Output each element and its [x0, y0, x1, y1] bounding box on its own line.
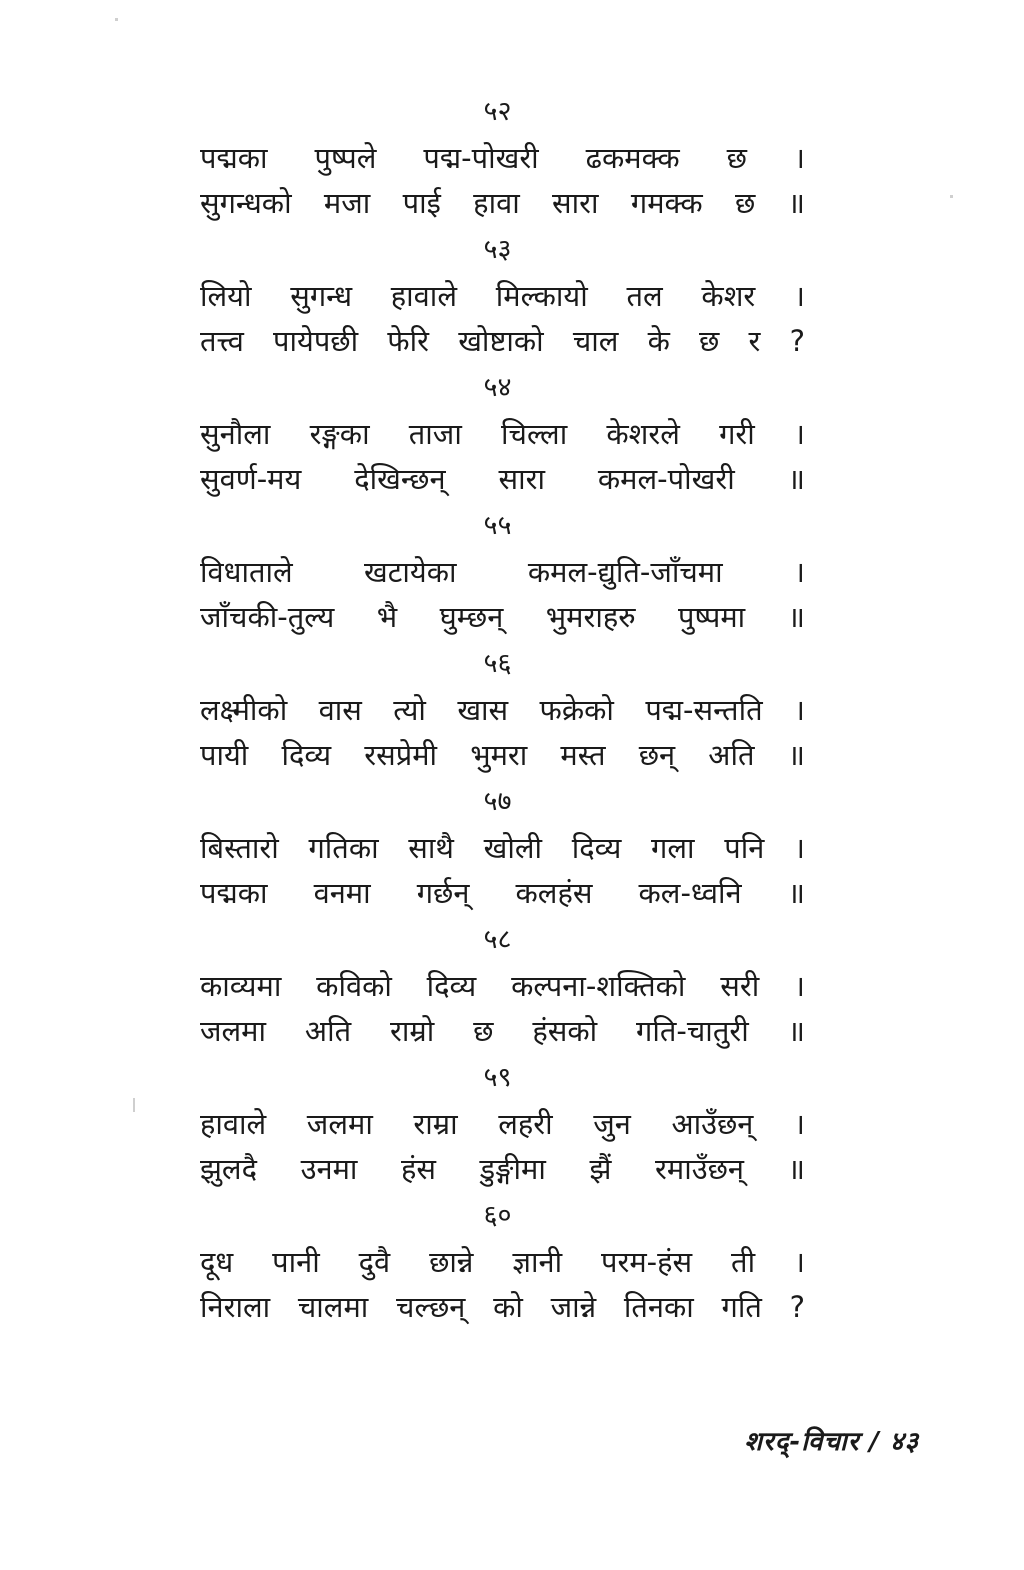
- verse-line: सुनौला रङ्गका ताजा चिल्ला केशरले गरी ।: [200, 417, 805, 451]
- running-footer-page-number: शरद्-विचार / ४३: [744, 1427, 919, 1457]
- verse-line: हावाले जलमा राम्रा लहरी जुन आउँछन् ।: [200, 1107, 805, 1141]
- poem-body: [200, 88, 805, 1330]
- verse-line: झुलदै उनमा हंस डुङ्गीमा झैं रमाउँछन् ॥: [200, 1152, 805, 1186]
- stanza-number: ६०: [483, 1200, 512, 1231]
- verse-line: जाँचकी-तुल्य भै घुम्छन् भुमराहरु पुष्पमा ॥: [200, 600, 805, 634]
- scan-speck: [115, 18, 118, 21]
- stanza: [200, 916, 805, 1054]
- verse-line: बिस्तारो गतिका साथै खोली दिव्य गला पनि ।: [200, 831, 805, 865]
- verse-line: सुवर्ण-मय देखिन्छन् सारा कमल-पोखरी ॥: [200, 462, 805, 496]
- verse-line: दूध पानी दुवै छान्ने ज्ञानी परम-हंस ती ।: [200, 1245, 805, 1279]
- stanza-number: ५२: [483, 96, 512, 127]
- verse-line: पद्मका वनमा गर्छन् कलहंस कल-ध्वनि ॥: [200, 876, 805, 910]
- verse-line: जलमा अति राम्रो छ हंसको गति-चातुरी ॥: [200, 1014, 805, 1048]
- scan-speck: [950, 195, 953, 198]
- stanza: [200, 88, 805, 226]
- stanza: [200, 364, 805, 502]
- stanza-number: ५४: [483, 372, 512, 403]
- stanza: [200, 1054, 805, 1192]
- stanza-number: ५६: [483, 648, 512, 679]
- stanza-number: ५८: [483, 924, 512, 955]
- verse-line: लियो सुगन्ध हावाले मिल्कायो तल केशर ।: [200, 279, 805, 313]
- verse-line: लक्ष्मीको वास त्यो खास फक्रेको पद्म-सन्तति ।: [200, 693, 805, 727]
- stanza: [200, 778, 805, 916]
- verse-line: विधाताले खटायेका कमल-द्युति-जाँचमा ।: [200, 555, 805, 589]
- stanza-number: ५९: [483, 1062, 512, 1093]
- verse-line: तत्त्व पायेपछी फेरि खोष्टाको चाल के छ र ?: [200, 324, 805, 358]
- verse-line: सुगन्धको मजा पाई हावा सारा गमक्क छ ॥: [200, 186, 805, 220]
- stanza-number: ५७: [483, 786, 512, 817]
- verse-line: पायी दिव्य रसप्रेमी भुमरा मस्त छन् अति ॥: [200, 738, 805, 772]
- stanza: [200, 502, 805, 640]
- verse-line: काव्यमा कविको दिव्य कल्पना-शक्तिको सरी ।: [200, 969, 805, 1003]
- stanza-number: ५३: [483, 234, 512, 265]
- stanza-number: ५५: [483, 510, 512, 541]
- stanza: [200, 1192, 805, 1330]
- stanza: [200, 226, 805, 364]
- verse-line: पद्मका पुष्पले पद्म-पोखरी ढकमक्क छ ।: [200, 141, 805, 175]
- stanza: [200, 640, 805, 778]
- verse-line: निराला चालमा चल्छन् को जान्ने तिनका गति ?: [200, 1290, 805, 1324]
- scan-speck: [133, 1098, 135, 1112]
